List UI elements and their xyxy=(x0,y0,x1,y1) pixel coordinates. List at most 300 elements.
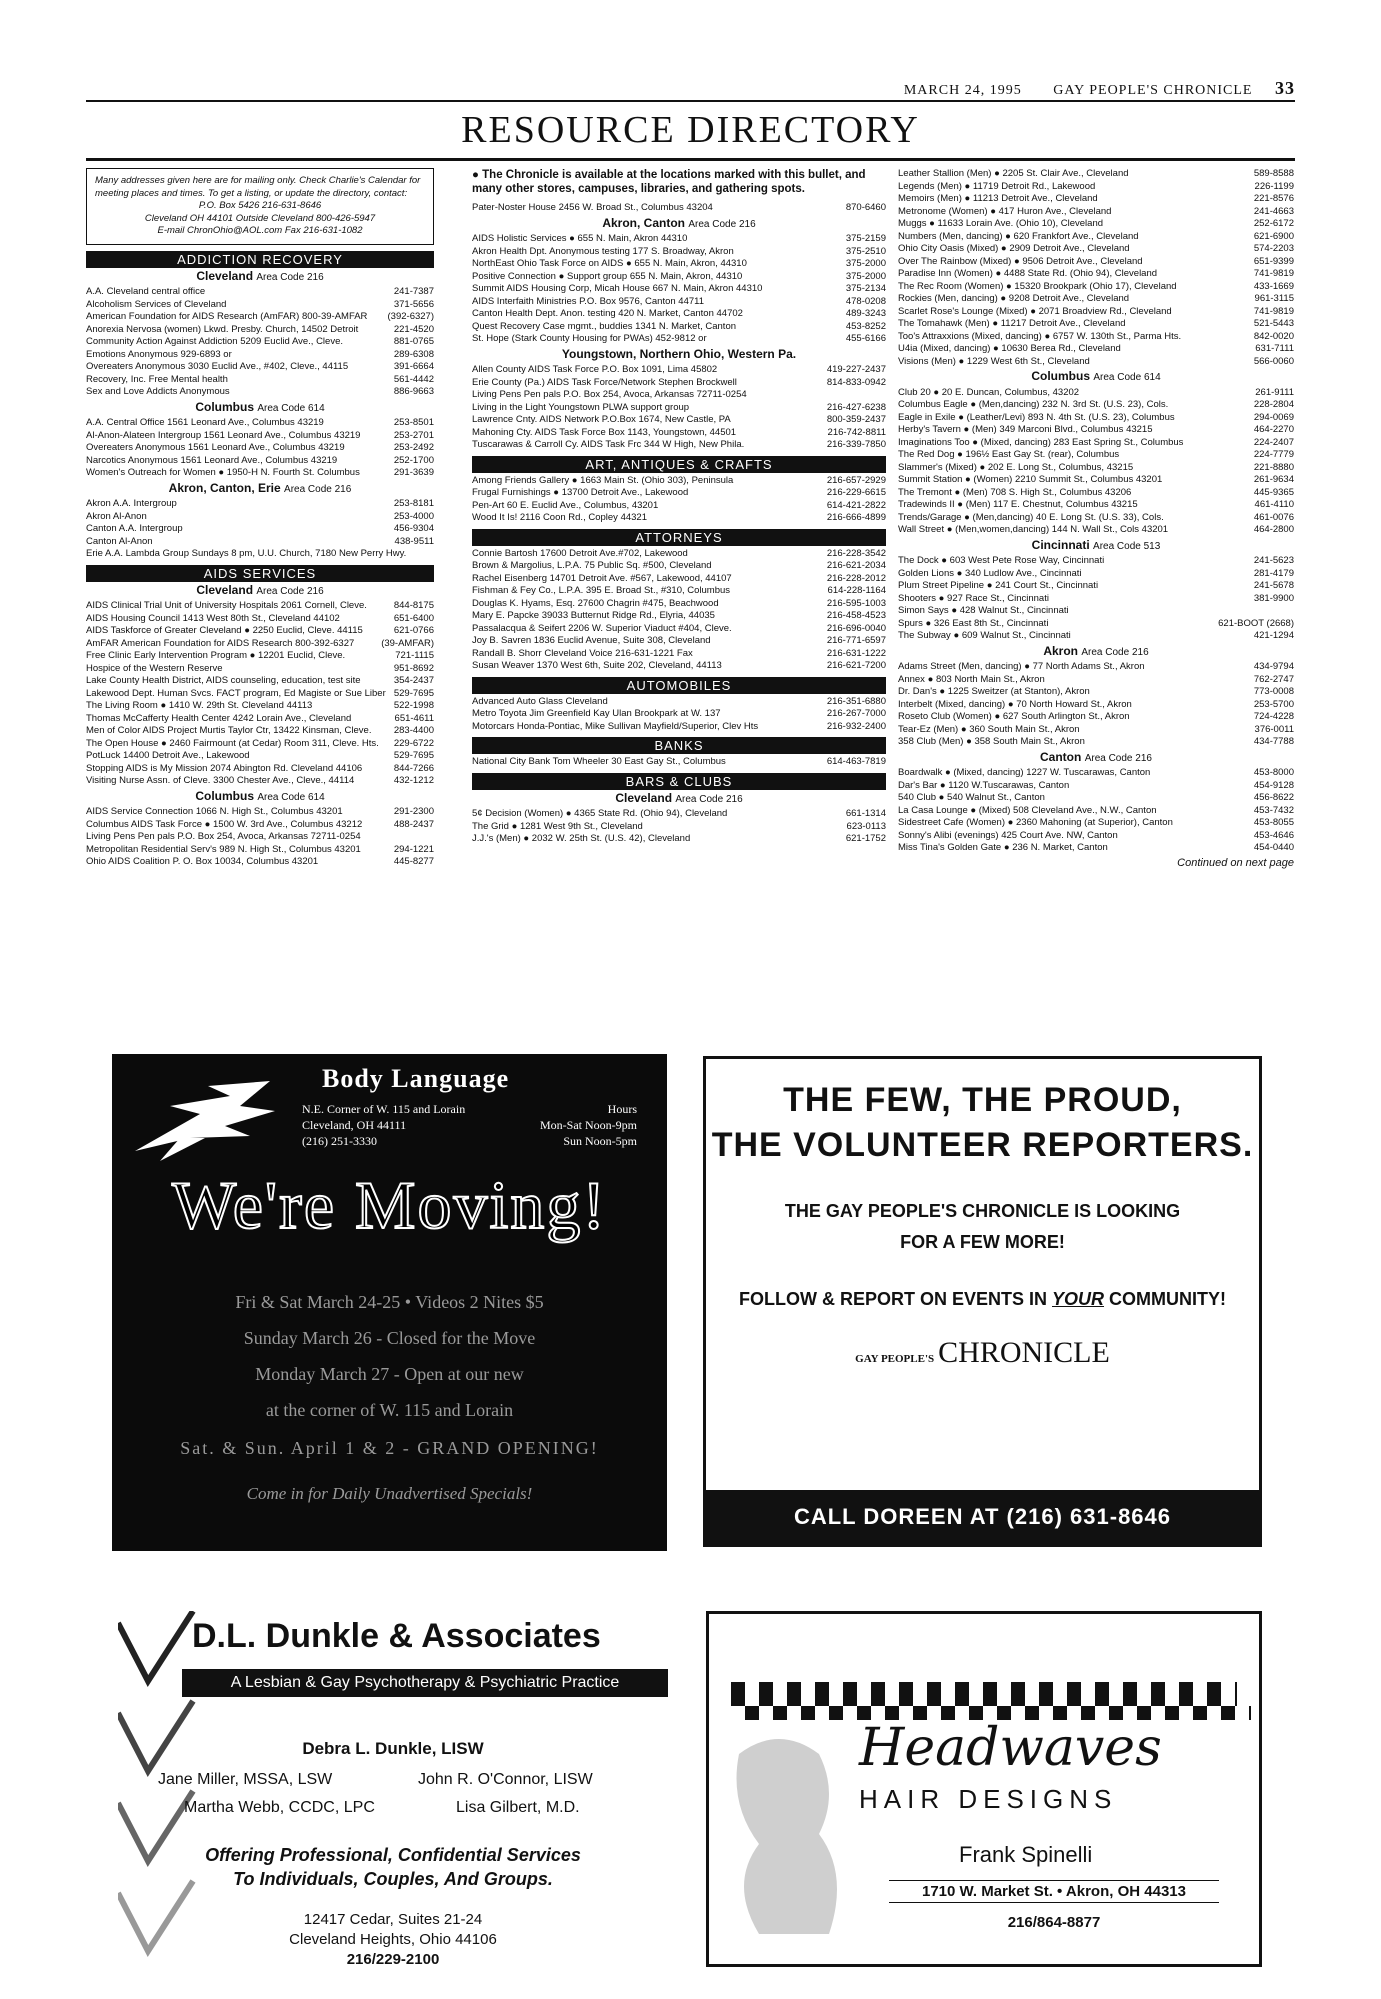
directory-entry xyxy=(86,523,434,536)
checker-border xyxy=(731,1682,1237,1706)
entry-text: Free Clinic Early Intervention Program ● 12201 Euclid, Cleve. xyxy=(86,650,346,661)
directory-entry xyxy=(898,630,1294,643)
entry-text: The Subway ● 609 Walnut St., Cincinnati xyxy=(898,630,1071,641)
region-area-code: Area Code 614 xyxy=(257,402,325,414)
region-city: Youngstown, Northern Ohio, Western Pa. xyxy=(561,346,797,361)
entry-text: AIDS Service Connection 1066 N. High St., Columbus 43201 xyxy=(86,806,343,817)
silhouette-image xyxy=(719,1724,859,1944)
entry-text: Trends/Garage ● (Men,dancing) 40 E. Long St. (U.S. 33), Cols. xyxy=(898,511,1164,523)
region-city: Akron xyxy=(1043,643,1079,658)
entry-text: Pen-Art 60 E. Euclid Ave., Columbus, 43201 xyxy=(472,499,659,511)
region-heading xyxy=(86,790,434,805)
entry-phone: 253-5700 xyxy=(1253,698,1294,710)
directory-entry xyxy=(898,343,1294,356)
entry-phone: 221-8880 xyxy=(1253,461,1294,473)
directory-entry xyxy=(898,318,1294,331)
entry-phone: 814-833-0942 xyxy=(826,376,886,388)
entry-text: Miss Tina's Golden Gate ● 236 N. Market, Canton xyxy=(898,842,1108,853)
entry-phone: 294-1221 xyxy=(393,843,434,855)
region-city: Cleveland xyxy=(196,582,254,597)
entry-text: American Foundation for AIDS Research (AmFAR) 800-39-AMFAR xyxy=(86,311,368,322)
entry-text: Interbelt (Mixed, dancing) ● 70 North Howard St., Akron xyxy=(898,698,1132,710)
entry-text: Sonny's Alibi (evenings) 425 Court Ave. NW, Canton xyxy=(898,829,1118,841)
entry-phone: 521-5443 xyxy=(1253,318,1294,329)
ad-few-headline-2: THE VOLUNTEER REPORTERS. xyxy=(711,1126,1254,1164)
entry-text: Lake County Health District, AIDS counseling, education, test site xyxy=(86,675,361,686)
entry-phone: 216-351-6880 xyxy=(826,695,886,707)
ad-few-follow xyxy=(706,1289,1259,1310)
directory-entry xyxy=(86,625,434,638)
note-line-3: E-mail ChronOhio@AOL.com Fax 216-631-1082 xyxy=(157,225,363,236)
entry-phone: 951-8692 xyxy=(393,662,434,674)
entry-phone: 455-6166 xyxy=(845,333,886,344)
chronicle-logo-big: CHRONICLE xyxy=(938,1336,1110,1369)
directory-entry xyxy=(86,442,434,455)
entry-text: National City Bank Tom Wheeler 30 East Gay St., Columbus xyxy=(472,756,726,767)
directory-entry xyxy=(86,856,434,869)
entry-text: A.A. Cleveland central office xyxy=(86,286,206,297)
directory-entry xyxy=(472,500,886,513)
directory-entry xyxy=(898,661,1294,674)
directory-entry xyxy=(86,386,434,399)
header-rule xyxy=(86,100,1295,102)
region-area-code: Area Code 216 xyxy=(284,483,352,495)
entry-phone: 241-5678 xyxy=(1253,580,1294,591)
entry-text: Allen County AIDS Task Force P.O. Box 1091, Lima 45802 xyxy=(472,364,718,375)
category-heading: BARS & CLUBS xyxy=(472,773,886,790)
directory-entry xyxy=(898,462,1294,475)
entry-phone: 421-1294 xyxy=(1253,630,1294,641)
entry-phone: 241-4663 xyxy=(1253,205,1294,217)
entry-text: Frugal Furnishings ● 13700 Detroit Ave., Lakewood xyxy=(472,487,689,498)
entry-text: A.A. Central Office 1561 Leonard Ave., Columbus 43219 xyxy=(86,417,324,428)
ad-volunteer-reporters xyxy=(703,1056,1262,1547)
directory-entry xyxy=(472,635,886,648)
note-box xyxy=(86,168,434,245)
entry-phone: 216-771-6597 xyxy=(826,635,886,646)
entry-text: The Tremont ● (Men) 708 S. High St., Columbus 43206 xyxy=(898,486,1132,498)
directory-entry xyxy=(86,417,434,430)
entry-phone: 529-7695 xyxy=(393,750,434,761)
entry-text: Dar's Bar ● 1120 W.Tuscarawas, Canton xyxy=(898,779,1070,791)
directory-entry xyxy=(898,449,1294,462)
entry-text: Visions (Men) ● 1229 West 6th St., Cleveland xyxy=(898,355,1090,367)
entry-phone: 433-1669 xyxy=(1253,280,1294,292)
ad-few-follow-b: YOUR xyxy=(1052,1289,1105,1309)
entry-text: Fishman & Fey Co., L.P.A. 395 E. Broad St., #310, Columbus xyxy=(472,585,731,596)
entry-text: Hospice of the Western Reserve xyxy=(86,662,223,674)
ad-few-sub-2: FOR A FEW MORE! xyxy=(900,1232,1065,1252)
directory-entry xyxy=(898,424,1294,437)
entry-phone: 253-8501 xyxy=(393,417,434,428)
note-line-2: Cleveland OH 44101 Outside Cleveland 800-426-5947 xyxy=(144,212,376,224)
entry-text: Club 20 ● 20 E. Duncan, Columbus, 43202 xyxy=(898,386,1080,398)
issue-date: MARCH 24, 1995 xyxy=(903,83,1022,98)
continued-note: Continued on next page xyxy=(1177,856,1294,869)
entry-text: Susan Weaver 1370 West 6th, Suite 202, Cleveland, 44113 xyxy=(472,660,722,671)
entry-text: Narcotics Anonymous 1561 Leonard Ave., Columbus 43219 xyxy=(86,454,338,466)
entry-phone: 661-1314 xyxy=(845,808,886,819)
directory-entry xyxy=(86,675,434,688)
entry-phone: 522-1998 xyxy=(393,700,434,711)
directory-entry xyxy=(86,638,434,651)
ad-body-name: Body Language xyxy=(322,1064,510,1093)
entry-text: Emotions Anonymous 929-6893 or xyxy=(86,348,232,360)
region-heading xyxy=(472,792,886,807)
entry-text: The Grid ● 1281 West 9th St., Cleveland xyxy=(472,820,643,832)
directory-entry xyxy=(472,708,886,721)
entry-text: Among Friends Gallery ● 1663 Main St. (Ohio 303), Peninsula xyxy=(472,474,734,486)
directory-entry xyxy=(86,650,434,663)
entry-phone: 478-0208 xyxy=(845,295,886,307)
ad-dunkle-person-3: Martha Webb, CCDC, LPC xyxy=(184,1799,375,1816)
entry-phone: 216-742-8811 xyxy=(827,426,886,438)
entry-text: Living in the Light Youngstown PLWA support group xyxy=(472,401,690,413)
entry-phone: 216-267-7000 xyxy=(826,708,886,719)
directory-entry xyxy=(86,455,434,468)
directory-entry xyxy=(898,168,1294,181)
region-city: Columbus xyxy=(195,399,255,414)
directory-entry xyxy=(472,308,886,321)
entry-phone: 453-8000 xyxy=(1253,767,1294,778)
ad-dunkle-offer-2: To Individuals, Couples, And Groups. xyxy=(233,1869,553,1889)
entry-phone: 461-0076 xyxy=(1253,511,1294,523)
directory-entry xyxy=(86,775,434,788)
entry-text: Legends (Men) ● 11719 Detroit Rd., Lakewood xyxy=(898,180,1096,192)
entry-text: Alcoholism Services of Cleveland xyxy=(86,298,227,310)
entry-text: Numbers (Men, dancing) ● 620 Frankfort Ave., Cleveland xyxy=(898,230,1139,242)
entry-text: Quest Recovery Case mgmt., buddies 1341 N. Market, Canton xyxy=(472,320,737,332)
directory-entry xyxy=(898,817,1294,830)
directory-entry xyxy=(86,806,434,819)
region-city: Canton xyxy=(1040,749,1082,764)
directory-entry xyxy=(472,333,886,346)
entry-phone: 566-0060 xyxy=(1253,355,1294,367)
directory-entry xyxy=(86,299,434,312)
entry-phone: 216-595-1003 xyxy=(826,597,886,609)
entry-phone: 844-8175 xyxy=(393,600,434,611)
category-heading: ART, ANTIQUES & CRAFTS xyxy=(472,456,886,473)
entry-text: Sidestreet Cafe (Women) ● 2360 Mahoning (at Superior), Canton xyxy=(898,817,1173,828)
region-city: Cincinnati xyxy=(1031,537,1090,552)
directory-entry xyxy=(86,536,434,549)
entry-phone: 253-2492 xyxy=(393,442,434,453)
directory-entry xyxy=(86,286,434,299)
entry-phone: 261-9111 xyxy=(1255,386,1294,398)
entry-phone: 216-458-4523 xyxy=(826,610,886,621)
entry-phone: 456-8622 xyxy=(1253,792,1294,803)
entry-text: Al-Anon-Alateen Intergroup 1561 Leonard Ave., Columbus 43219 xyxy=(86,429,361,441)
entry-phone: 614-228-1164 xyxy=(827,585,886,596)
entry-phone: 434-9794 xyxy=(1253,661,1294,672)
entry-phone: 289-6308 xyxy=(393,348,434,360)
directory-entry xyxy=(472,402,886,415)
directory-entry xyxy=(86,311,434,324)
entry-phone: 461-4110 xyxy=(1254,499,1294,510)
entry-text: Columbus AIDS Task Force ● 1500 W. 3rd Ave., Columbus 43212 xyxy=(86,818,363,830)
ad-body-headline: We're Moving! xyxy=(172,1167,607,1243)
entry-phone: 464-2270 xyxy=(1253,424,1294,435)
directory-entry xyxy=(86,349,434,362)
entry-text: Too's Attraxxions (Mixed, dancing) ● 6757 W. 130th St., Parma Hts. xyxy=(898,330,1182,342)
entry-phone: 381-9900 xyxy=(1253,592,1294,604)
ad-dunkle-addr-1: 12417 Cedar, Suites 21-24 xyxy=(303,1911,483,1928)
entry-text: Columbus Eagle ● (Men,dancing) 232 N. 3rd St. (U.S. 23), Cols. xyxy=(898,399,1169,410)
entry-text: U4ia (Mixed, dancing) ● 10630 Berea Rd., Cleveland xyxy=(898,343,1121,354)
entry-phone: 253-8181 xyxy=(393,498,434,509)
entry-text: Advanced Auto Glass Cleveland xyxy=(472,695,608,707)
ad-dunkle-lead: Debra L. Dunkle, LISW xyxy=(302,1739,484,1758)
directory-entry xyxy=(472,233,886,246)
entry-text: The Tomahawk (Men) ● 11217 Detroit Ave., Cleveland xyxy=(898,318,1126,329)
entry-phone: 721-1115 xyxy=(395,650,434,661)
region-heading xyxy=(898,751,1294,766)
entry-text: Shooters ● 927 Race St., Cincinnati xyxy=(898,592,1049,604)
entry-phone: 354-2437 xyxy=(393,675,434,686)
directory-entry xyxy=(898,399,1294,412)
entry-text: Tradewinds II ● (Men) 117 E. Chestnut, Columbus 43215 xyxy=(898,499,1138,510)
directory-entry xyxy=(86,844,434,857)
entry-text: Herby's Tavern ● (Men) 349 Marconi Blvd., Columbus 43215 xyxy=(898,424,1153,435)
entry-phone: 216-621-7200 xyxy=(826,660,886,671)
directory-entry xyxy=(898,193,1294,206)
directory-entry xyxy=(472,202,886,215)
entry-phone: 216-621-2034 xyxy=(826,560,886,571)
entry-text: Imaginations Too ● (Mixed, dancing) 283 East Spring St., Columbus xyxy=(898,436,1184,448)
entry-text: AIDS Clinical Trial Unit of University Hospitals 2061 Cornell, Cleve. xyxy=(86,600,367,611)
entry-text: The Red Dog ● 196½ East Gay St. (rear), Columbus xyxy=(898,449,1120,460)
category-heading: ADDICTION RECOVERY xyxy=(86,251,434,268)
directory-entry xyxy=(472,377,886,390)
entry-text: Paradise Inn (Women) ● 4488 State Rd. (Ohio 94), Cleveland xyxy=(898,268,1158,279)
entry-phone: 434-7788 xyxy=(1253,736,1294,747)
entry-text: Canton Al-Anon xyxy=(86,535,153,547)
entry-text: St. Hope (Stark County Housing for PWAs) 452-9812 or xyxy=(472,333,707,344)
entry-text: Pater-Noster House 2456 W. Broad St., Columbus 43204 xyxy=(472,202,713,213)
entry-phone: 375-2134 xyxy=(845,283,886,294)
directory-entry xyxy=(472,833,886,846)
directory-entry xyxy=(472,585,886,598)
entry-text: Annex ● 803 North Main St., Akron xyxy=(898,673,1045,685)
entry-text: Simon Says ● 428 Walnut St., Cincinnati xyxy=(898,605,1069,616)
entry-phone: 445-8277 xyxy=(393,856,434,867)
directory-entry xyxy=(472,246,886,259)
entry-phone: 445-9365 xyxy=(1253,486,1294,498)
entry-phone: 881-0765 xyxy=(393,336,434,347)
entry-phone: 621-0766 xyxy=(393,625,434,636)
entry-phone: 464-2800 xyxy=(1253,524,1294,535)
category-heading: BANKS xyxy=(472,737,886,754)
region-city: Cleveland xyxy=(196,268,254,283)
entry-text: The Open House ● 2460 Fairmount (at Cedar) Room 311, Cleve. Hts. xyxy=(86,737,379,749)
directory-entry xyxy=(86,498,434,511)
directory-entry xyxy=(898,711,1294,724)
entry-phone: 391-6664 xyxy=(393,361,434,372)
entry-phone: 419-227-2437 xyxy=(826,364,886,375)
entry-text: Roseto Club (Women) ● 627 South Arlington St., Akron xyxy=(898,711,1130,722)
entry-phone: (39-AMFAR) xyxy=(381,637,434,649)
directory-entry xyxy=(86,548,434,561)
directory-entry xyxy=(472,439,886,452)
ad-dunkle-phone: 216/229-2100 xyxy=(346,1951,440,1968)
directory-entry xyxy=(86,324,434,337)
directory-list xyxy=(898,168,1294,855)
directory-entry xyxy=(86,430,434,443)
ad-dunkle-person-2: John R. O'Connor, LISW xyxy=(418,1771,593,1788)
entry-text: Tear-Ez (Men) ● 360 South Main St., Akron xyxy=(898,723,1080,735)
entry-text: Lakewood Dept. Human Svcs. FACT program, Ed Magiste or Sue Liber xyxy=(86,687,386,699)
entry-text: AIDS Taskforce of Greater Cleveland ● 2250 Euclid, Cleve. 44115 xyxy=(86,625,363,636)
entry-phone: 623-0113 xyxy=(846,820,886,832)
entry-text: PotLuck 14400 Detroit Ave., Lakewood xyxy=(86,750,250,761)
ad-body-addr-3: (216) 251-3330 xyxy=(302,1134,377,1148)
region-city: Columbus xyxy=(195,788,255,803)
entry-text: Akron Health Dpt. Anonymous testing 177 S. Broadway, Akron xyxy=(472,245,734,257)
region-area-code: Area Code 216 xyxy=(256,271,324,283)
entry-phone: 741-9819 xyxy=(1253,268,1294,279)
entry-text: Community Action Against Addiction 5209 Euclid Ave., Cleve. xyxy=(86,336,344,347)
entry-phone: 291-2300 xyxy=(393,806,434,817)
page-title: RESOURCE DIRECTORY xyxy=(461,109,920,151)
directory-entry xyxy=(86,361,434,374)
region-heading xyxy=(898,539,1294,554)
entry-phone: 489-3243 xyxy=(845,308,886,319)
entry-phone: 614-421-2822 xyxy=(826,499,886,511)
entry-text: Ohio City Oasis (Mixed) ● 2909 Detroit Ave., Cleveland xyxy=(898,243,1130,254)
directory-entry xyxy=(86,688,434,701)
directory-entry xyxy=(472,623,886,636)
entry-phone: 488-2437 xyxy=(393,818,434,830)
entry-phone: 216-228-3542 xyxy=(826,547,886,559)
ad-few-follow-c: COMMUNITY! xyxy=(1104,1289,1226,1309)
entry-text: Canton A.A. Intergroup xyxy=(86,523,183,534)
region-city: Columbus xyxy=(1031,369,1091,383)
entry-text: AIDS Housing Council 1413 West 80th St., Cleveland 44102 xyxy=(86,612,340,624)
region-heading xyxy=(472,217,886,232)
entry-text: AIDS Holistic Services ● 655 N. Main, Akron 44310 xyxy=(472,233,688,244)
entry-text: Plum Street Pipeline ● 241 Court St., Cincinnati xyxy=(898,580,1099,591)
entry-text: La Casa Lounge ● (Mixed) 508 Cleveland Ave., N.W., Canton xyxy=(898,804,1157,816)
entry-text: Rockies (Men, dancing) ● 9208 Detroit Ave., Cleveland xyxy=(898,293,1130,304)
entry-text: Motorcars Honda-Pontiac, Mike Sullivan Mayfield/Superior, Clev Hts xyxy=(472,720,759,732)
entry-phone: 216-631-1222 xyxy=(826,647,886,659)
entry-text: Positive Connection ● Support group 655 N. Main, Akron, 44310 xyxy=(472,270,743,282)
entry-text: Golden Lions ● 340 Ludlow Ave., Cincinnati xyxy=(898,567,1082,579)
ad-body-hours-1: Mon-Sat Noon-9pm xyxy=(540,1118,637,1132)
entry-phone: 252-6172 xyxy=(1253,218,1294,229)
entry-text: Boardwalk ● (Mixed, dancing) 1227 W. Tuscarawas, Canton xyxy=(898,767,1151,778)
ad-dunkle-tagline: A Lesbian & Gay Psychotherapy & Psychiatric Practice xyxy=(182,1669,668,1697)
entry-phone: 294-0069 xyxy=(1253,411,1294,423)
directory-entry xyxy=(898,281,1294,294)
title-rule xyxy=(86,158,1295,161)
entry-text: Erie A.A. Lambda Group Sundays 8 pm, U.U. Church, 7180 New Perry Hwy. xyxy=(86,548,407,559)
directory-column-1 xyxy=(86,168,434,1018)
entry-text: Randall B. Shorr Cleveland Voice 216-631-1221 Fax xyxy=(472,647,693,659)
region-city: Akron, Canton xyxy=(602,215,686,230)
directory-list xyxy=(86,251,434,869)
entry-text: 540 Club ● 540 Walnut St., Canton xyxy=(898,792,1045,803)
entry-text: Mary E. Papcke 39033 Butternut Ridge Rd., Elyria, 44035 xyxy=(472,610,715,621)
directory-entry xyxy=(472,321,886,334)
entry-phone: 216-228-2012 xyxy=(826,572,886,584)
entry-phone: 241-5623 xyxy=(1253,555,1294,566)
entry-text: Lawrence Cnty. AIDS Network P.O.Box 1674, New Castle, PA xyxy=(472,414,731,425)
directory-entry xyxy=(472,414,886,427)
entry-phone: 216-696-0040 xyxy=(826,622,886,634)
directory-entry xyxy=(898,736,1294,749)
directory-entry xyxy=(472,573,886,586)
entry-phone: 216-427-6238 xyxy=(826,401,886,413)
ad-dunkle-associates xyxy=(118,1611,668,1981)
ad-body-line-6: Come in for Daily Unadvertised Specials! xyxy=(246,1484,533,1503)
region-area-code: Area Code 614 xyxy=(257,791,325,803)
directory-list xyxy=(472,202,886,846)
entry-text: Thomas McCafferty Health Center 4242 Lorain Ave., Cleveland xyxy=(86,712,352,724)
bird-logo xyxy=(130,1076,280,1166)
region-heading xyxy=(86,482,434,497)
directory-entry xyxy=(86,467,434,480)
ad-body-addr-1: N.E. Corner of W. 115 and Lorain xyxy=(302,1102,466,1116)
directory-entry xyxy=(472,427,886,440)
directory-entry xyxy=(472,512,886,525)
directory-entry xyxy=(86,613,434,626)
entry-phone: 375-2000 xyxy=(845,270,886,282)
ad-few-call-bar: CALL DOREEN AT (216) 631-8646 xyxy=(706,1490,1259,1544)
entry-phone: 961-3115 xyxy=(1254,293,1294,304)
directory-entry xyxy=(898,487,1294,500)
entry-text: Douglas K. Hyams, Esq. 27600 Chagrin #475, Beachwood xyxy=(472,597,719,609)
ad-dunkle-name: D.L. Dunkle & Associates xyxy=(192,1617,601,1655)
entry-phone: 631-7111 xyxy=(1255,343,1294,354)
entry-phone: 870-6460 xyxy=(845,202,886,213)
directory-entry xyxy=(898,699,1294,712)
entry-phone: 241-7387 xyxy=(393,286,434,297)
directory-entry xyxy=(472,560,886,573)
entry-phone: 574-2203 xyxy=(1253,243,1294,254)
directory-entry xyxy=(472,258,886,271)
directory-entry xyxy=(898,524,1294,537)
ad-few-follow-a: FOLLOW & REPORT ON EVENTS IN xyxy=(738,1289,1052,1309)
ad-dunkle-addr-2: Cleveland Heights, Ohio 44106 xyxy=(289,1931,497,1948)
entry-phone: 844-7266 xyxy=(393,762,434,774)
directory-entry xyxy=(472,721,886,734)
directory-entry xyxy=(472,296,886,309)
directory-entry xyxy=(472,756,886,769)
ad-head-person: Frank Spinelli xyxy=(959,1842,1093,1867)
entry-text: Akron A.A. Intergroup xyxy=(86,498,177,509)
bullet-intro: ● The Chronicle is available at the locations marked with this bullet, and many other stores, campuses, libraries, and gathering spots. xyxy=(472,169,866,195)
directory-column-3 xyxy=(898,168,1294,998)
directory-entry xyxy=(898,674,1294,687)
directory-entry xyxy=(472,648,886,661)
entry-phone: 216-657-2929 xyxy=(826,474,886,486)
region-heading xyxy=(86,584,434,599)
entry-phone: 651-4611 xyxy=(394,712,434,724)
directory-entry xyxy=(898,268,1294,281)
entry-text: Living Pens Pen pals P.O. Box 254, Avoca, Arkansas 72711-0254 xyxy=(472,389,747,400)
entry-text: Women's Outreach for Women ● 1950-H N. Fourth St. Columbus xyxy=(86,467,360,478)
directory-entry xyxy=(86,600,434,613)
entry-text: Sex and Love Addicts Anonymous xyxy=(86,386,230,397)
entry-text: J.J.'s (Men) ● 2032 W. 25th St. (U.S. 42), Cleveland xyxy=(472,833,691,844)
directory-entry xyxy=(898,181,1294,194)
entry-text: NorthEast Ohio Task Force on AIDS ● 655 N. Main, Akron, 44310 xyxy=(472,258,747,269)
directory-entry xyxy=(86,738,434,751)
note-line-1: P.O. Box 5426 216-631-8646 xyxy=(198,200,322,211)
entry-phone: 762-2747 xyxy=(1253,673,1294,685)
entry-phone: 886-9663 xyxy=(393,386,434,397)
